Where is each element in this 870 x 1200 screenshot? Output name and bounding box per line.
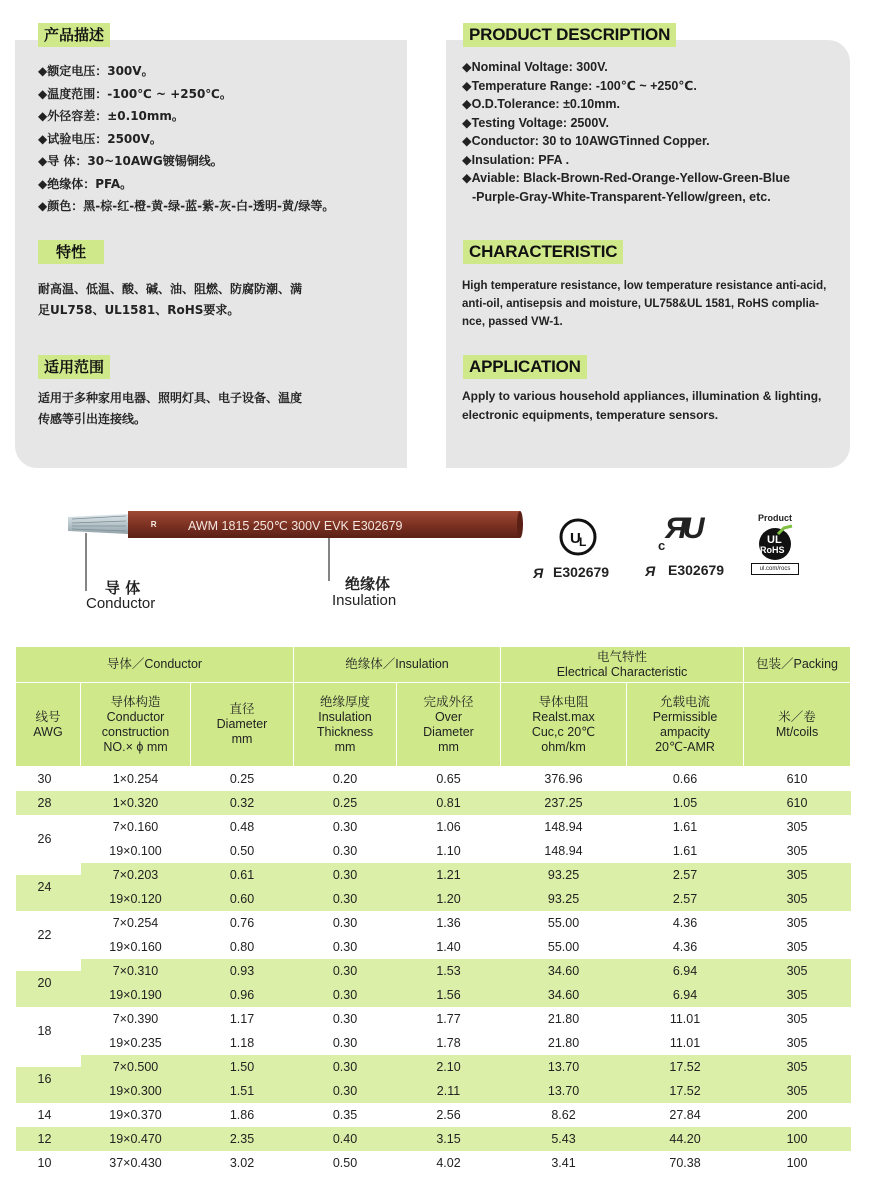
cul-file-number: E302679 <box>668 562 725 578</box>
col-awg-cell: 30 <box>37 772 52 786</box>
col-ampacity-cell: 6.94 <box>627 959 744 983</box>
table-row <box>16 1151 851 1175</box>
ul-listed-icon <box>558 517 598 557</box>
col-ampacity-cell: 4.36 <box>672 916 698 930</box>
col-resistance-cell: 3.41 <box>551 1156 576 1170</box>
table-body <box>16 767 851 1176</box>
table-row <box>16 1127 851 1151</box>
cable-print: AWM 1815 250℃ 300V EVK E302679 <box>188 519 403 533</box>
col-insulation-thickness-cell: 0.20 <box>332 772 358 786</box>
col-over-diameter-cell: 0.65 <box>436 772 461 786</box>
list-item: ◆Nominal Voltage: 300V. <box>462 60 608 74</box>
table-row <box>16 1031 851 1055</box>
col-awg-cell: 18 <box>37 1024 52 1038</box>
col-ampacity-cell: 6.94 <box>627 983 744 1007</box>
col-insulation-thickness-cell: 0.50 <box>332 1156 358 1170</box>
col-insulation-thickness-cell: 0.30 <box>294 863 397 887</box>
col-ampacity-cell: 44.20 <box>627 1127 744 1151</box>
col-resistance-cell: 21.80 <box>547 1012 580 1026</box>
list-item: ◆Insulation: PFA . <box>462 152 570 167</box>
zh-characteristic-text <box>38 279 302 321</box>
col-resistance-cell: 13.70 <box>501 1079 627 1103</box>
col-construction-cell: 19×0.190 <box>81 983 191 1007</box>
zh-characteristic-title: 特性 <box>38 240 104 264</box>
col-over-diameter-cell: 0.81 <box>397 791 501 815</box>
table-row <box>16 1103 851 1127</box>
col-construction-cell: 1×0.254 <box>112 772 159 786</box>
col-insulation-thickness-cell: 0.30 <box>294 959 397 983</box>
insulation-label-en: Insulation <box>332 592 397 609</box>
col-packing-cell: 305 <box>786 1012 808 1026</box>
insulation-label-zh: 绝缘体 <box>345 575 391 593</box>
col-diameter-cell: 0.48 <box>229 820 255 834</box>
col-diameter-cell: 1.86 <box>229 1108 255 1122</box>
col-insulation-thickness-cell: 0.30 <box>332 820 358 834</box>
col-packing-cell: 200 <box>786 1108 808 1122</box>
col-construction-cell: 7×0.310 <box>81 959 191 983</box>
col-awg-cell: 28 <box>16 791 81 815</box>
col-resistance-cell: 21.80 <box>547 1036 580 1050</box>
col-packing-cell: 305 <box>786 940 808 954</box>
col-insulation-thickness-cell: 0.30 <box>332 940 358 954</box>
canada-c-mark: c <box>658 538 666 553</box>
col-packing-cell: 100 <box>786 1156 808 1170</box>
ul-rohs-icon <box>756 524 796 562</box>
list-item: ◆Conductor: 30 to 10AWGTinned Copper. <box>462 134 710 148</box>
col-awg-cell: 26 <box>37 832 52 846</box>
zh-description-list <box>38 60 334 218</box>
text-line: anti-oil, antisepsis and moisture, UL758&UL 1581, RoHS complia- <box>462 298 820 310</box>
table-row <box>16 959 851 983</box>
col-construction-cell: 19×0.470 <box>81 1127 191 1151</box>
col-resistance-cell: 148.94 <box>544 844 583 858</box>
col-awg-cell: 16 <box>16 1067 81 1091</box>
col-ampacity-cell: 0.66 <box>672 772 698 786</box>
list-item: ◆Aviable: Black-Brown-Red-Orange-Yellow-Green-Blue <box>462 171 790 185</box>
table-row <box>16 791 851 815</box>
zh-description-title: 产品描述 <box>38 23 110 47</box>
col-diameter-cell: 0.60 <box>191 887 294 911</box>
text-line: 耐高温、低温、酸、碱、油、阻燃、防腐防潮、满 <box>38 282 303 296</box>
col-insulation-thickness-cell: 0.30 <box>294 1055 397 1079</box>
col-insulation-thickness-cell: 0.30 <box>332 1012 358 1026</box>
col-construction-cell: 19×0.120 <box>81 887 191 911</box>
col-ampacity-cell: 17.52 <box>627 1079 744 1103</box>
table-row <box>16 839 851 863</box>
col-construction-cell: 7×0.160 <box>112 820 159 834</box>
table-row <box>16 767 851 792</box>
col-over-diameter-cell: 1.77 <box>436 1012 461 1026</box>
col-over-diameter-cell: 1.36 <box>436 916 461 930</box>
col-diameter: 直径 Diameter mm <box>191 683 294 767</box>
col-diameter-cell: 1.51 <box>191 1079 294 1103</box>
list-item: ◆绝缘体：PFA。 <box>38 176 133 191</box>
text-line: nce, passed VW-1. <box>462 316 563 328</box>
col-insulation-thickness-cell: 0.30 <box>294 1079 397 1103</box>
col-resistance-cell: 237.25 <box>501 791 627 815</box>
rohs-mark: RoHS <box>760 545 785 555</box>
col-ampacity-cell: 17.52 <box>627 1055 744 1079</box>
col-insulation-thickness-cell: 0.30 <box>332 1036 358 1050</box>
col-resistance-cell: 13.70 <box>501 1055 627 1079</box>
col-diameter-cell: 0.96 <box>191 983 294 1007</box>
col-resistance: 导体电阻 Realst.max Cuc,c 20℃ ohm/km <box>501 683 627 767</box>
col-over-diameter-cell: 3.15 <box>397 1127 501 1151</box>
col-insulation-thickness: 绝缘厚度 Insulation Thickness mm <box>294 683 397 767</box>
col-ampacity-cell: 1.61 <box>672 844 698 858</box>
rohs-url: ul.com/rocs <box>751 563 799 575</box>
col-packing-cell: 100 <box>744 1127 851 1151</box>
col-insulation-thickness-cell: 0.40 <box>294 1127 397 1151</box>
col-resistance-cell: 34.60 <box>501 983 627 1007</box>
col-over-diameter-cell: 1.10 <box>436 844 461 858</box>
col-over-diameter-cell: 1.20 <box>397 887 501 911</box>
col-over-diameter-cell: 2.11 <box>397 1079 501 1103</box>
col-awg-cell: 14 <box>37 1108 52 1122</box>
col-packing-cell: 305 <box>786 1036 808 1050</box>
col-diameter-cell: 0.80 <box>229 940 255 954</box>
col-packing-cell: 305 <box>744 983 851 1007</box>
col-over-diameter: 完成外径 Over Diameter mm <box>397 683 501 767</box>
list-item: -Purple-Gray-White-Transparent-Yellow/green, etc. <box>472 189 771 204</box>
list-item: ◆颜色：黑-棕-红-橙-黄-绿-蓝-紫-灰-白-透明-黄/绿等。 <box>38 199 335 213</box>
col-packing-cell: 305 <box>744 863 851 887</box>
col-packing-cell: 305 <box>744 959 851 983</box>
col-ampacity-cell: 1.61 <box>672 820 698 834</box>
col-over-diameter-cell: 1.56 <box>397 983 501 1007</box>
en-application-title: APPLICATION <box>463 355 587 379</box>
col-diameter-cell: 1.50 <box>191 1055 294 1079</box>
col-insulation-thickness-cell: 0.25 <box>294 791 397 815</box>
ul-file-number: E302679 <box>553 564 610 580</box>
col-construction-cell: 7×0.203 <box>81 863 191 887</box>
list-item: ◆试验电压：2500V。 <box>38 131 162 146</box>
col-over-diameter-cell: 4.02 <box>436 1156 461 1170</box>
col-awg: 线号 AWG <box>16 683 81 767</box>
svg-text:L: L <box>579 535 587 549</box>
col-resistance-cell: 5.43 <box>501 1127 627 1151</box>
col-ampacity-cell: 11.01 <box>669 1036 701 1050</box>
col-diameter-cell: 0.61 <box>191 863 294 887</box>
table-row <box>16 1079 851 1103</box>
text-line: 足UL758、UL1581、RoHS要求。 <box>38 303 240 317</box>
text-line: Apply to various household appliances, illumination & lighting, <box>462 389 822 403</box>
col-over-diameter-cell: 2.10 <box>397 1055 501 1079</box>
en-application-text <box>462 387 821 425</box>
col-resistance-cell: 34.60 <box>501 959 627 983</box>
col-packing-cell: 610 <box>744 791 851 815</box>
ul-mark-print-icon: ᴿ <box>151 519 157 533</box>
col-ampacity-cell: 1.05 <box>627 791 744 815</box>
header-conductor: 导体／Conductor <box>16 647 294 683</box>
en-characteristic-text <box>462 277 826 331</box>
list-item: ◆O.D.Tolerance: ±0.10mm. <box>462 97 620 111</box>
col-ampacity-cell: 27.84 <box>669 1108 701 1122</box>
table-row <box>16 863 851 887</box>
col-ampacity-cell: 2.57 <box>627 887 744 911</box>
col-packing-cell: 305 <box>786 916 808 930</box>
col-over-diameter-cell: 1.40 <box>436 940 461 954</box>
list-item: ◆导 体：30~10AWG镀锡铜线。 <box>38 154 223 168</box>
conductor-label-en: Conductor <box>86 595 156 612</box>
col-awg-cell: 20 <box>16 971 81 995</box>
col-resistance-cell: 376.96 <box>544 772 583 786</box>
header-insulation: 绝缘体／Insulation <box>294 647 501 683</box>
table-row <box>16 911 851 935</box>
list-item: ◆Testing Voltage: 2500V. <box>462 115 609 130</box>
col-packing-cell: 305 <box>744 887 851 911</box>
rohs-product-text: Product <box>757 513 792 523</box>
col-construction-cell: 19×0.235 <box>109 1036 162 1050</box>
col-diameter-cell: 3.02 <box>229 1156 255 1170</box>
list-item: ◆外径容差：±0.10mm。 <box>38 109 184 123</box>
col-ampacity: 允载电流 Permissible ampacity 20℃-AMR <box>627 683 744 767</box>
list-item: ◆Temperature Range: -100℃ ~ +250℃. <box>462 78 697 93</box>
col-over-diameter-cell: 2.56 <box>436 1108 461 1122</box>
col-packing-cell: 610 <box>786 772 808 786</box>
col-ampacity-cell: 11.01 <box>669 1012 701 1026</box>
header-packing: 包装／Packing <box>744 647 851 683</box>
col-construction-cell: 7×0.254 <box>112 916 159 930</box>
col-awg-cell: 22 <box>37 928 52 942</box>
en-description-list <box>462 58 790 206</box>
text-line: 传感等引出连接线。 <box>38 412 147 426</box>
col-construction-cell: 19×0.300 <box>81 1079 191 1103</box>
ur-small-icon: Я <box>645 563 656 579</box>
col-insulation-thickness-cell: 0.30 <box>294 887 397 911</box>
table-row <box>16 887 851 911</box>
col-diameter-cell: 0.32 <box>191 791 294 815</box>
col-packing-cell: 305 <box>786 820 808 834</box>
col-awg-cell: 10 <box>37 1156 52 1170</box>
col-diameter-cell: 0.50 <box>229 844 255 858</box>
col-resistance-cell: 55.00 <box>547 940 580 954</box>
col-resistance-cell: 8.62 <box>551 1108 576 1122</box>
col-construction-cell: 37×0.430 <box>109 1156 162 1170</box>
col-diameter-cell: 1.18 <box>229 1036 255 1050</box>
col-over-diameter-cell: 1.53 <box>397 959 501 983</box>
col-insulation-thickness-cell: 0.30 <box>332 844 358 858</box>
col-construction-cell: 1×0.320 <box>81 791 191 815</box>
col-insulation-thickness-cell: 0.30 <box>332 916 358 930</box>
header-electrical: 电气特性 Electrical Characteristic <box>501 647 744 683</box>
col-over-diameter-cell: 1.21 <box>397 863 501 887</box>
cur-recognized-icon: ЯU <box>665 512 701 545</box>
zh-application-title: 适用范围 <box>38 355 110 379</box>
col-resistance-cell: 148.94 <box>544 820 583 834</box>
col-diameter-cell: 2.35 <box>191 1127 294 1151</box>
en-characteristic-title: CHARACTERISTIC <box>463 240 623 264</box>
col-packing-cell: 305 <box>744 1079 851 1103</box>
col-packing-cell: 305 <box>786 844 808 858</box>
col-diameter-cell: 0.25 <box>229 772 255 786</box>
conductor-label-zh: 导 体 <box>105 579 141 597</box>
text-line: 适用于多种家用电器、照明灯具、电子设备、温度 <box>38 391 303 405</box>
col-construction: 导体构造 Conductor construction NO.× ϕ mm <box>81 683 191 767</box>
table-row <box>16 1007 851 1031</box>
list-item: ◆温度范围：-100℃ ~ +250℃。 <box>38 86 232 101</box>
col-diameter-cell: 1.17 <box>229 1012 255 1026</box>
list-item: ◆额定电压：300V。 <box>38 64 154 78</box>
ur-small-icon: Я <box>533 565 544 581</box>
col-construction-cell: 7×0.500 <box>81 1055 191 1079</box>
col-construction-cell: 7×0.390 <box>112 1012 159 1026</box>
col-resistance-cell: 55.00 <box>547 916 580 930</box>
col-packing-cell: 305 <box>744 1055 851 1079</box>
col-over-diameter-cell: 1.78 <box>436 1036 461 1050</box>
zh-application-text <box>38 388 302 430</box>
col-ampacity-cell: 2.57 <box>627 863 744 887</box>
col-over-diameter-cell: 1.06 <box>436 820 461 834</box>
col-construction-cell: 19×0.160 <box>109 940 162 954</box>
col-ampacity-cell: 70.38 <box>669 1156 701 1170</box>
text-line: High temperature resistance, low temperature resistance anti-acid, <box>462 280 827 292</box>
table-row <box>16 1055 851 1079</box>
column-header-row <box>16 683 851 767</box>
table-row <box>16 815 851 839</box>
en-description-title: PRODUCT DESCRIPTION <box>463 23 676 47</box>
table-row <box>16 983 851 1007</box>
col-diameter-cell: 0.76 <box>229 916 255 930</box>
col-ampacity-cell: 4.36 <box>672 940 698 954</box>
col-construction-cell: 19×0.370 <box>109 1108 162 1122</box>
col-insulation-thickness-cell: 0.35 <box>332 1108 358 1122</box>
svg-text:U: U <box>570 530 581 547</box>
table-row <box>16 935 851 959</box>
svg-text:UL: UL <box>767 534 782 546</box>
col-resistance-cell: 93.25 <box>501 887 627 911</box>
text-line: electronic equipments, temperature sensors. <box>462 408 719 422</box>
col-resistance-cell: 93.25 <box>501 863 627 887</box>
col-diameter-cell: 0.93 <box>191 959 294 983</box>
specification-table <box>15 646 851 1175</box>
col-packing: 米／卷 Mt/coils <box>744 683 851 767</box>
col-awg-cell: 12 <box>16 1127 81 1151</box>
col-insulation-thickness-cell: 0.30 <box>294 983 397 1007</box>
col-construction-cell: 19×0.100 <box>109 844 162 858</box>
col-awg-cell: 24 <box>16 875 81 899</box>
